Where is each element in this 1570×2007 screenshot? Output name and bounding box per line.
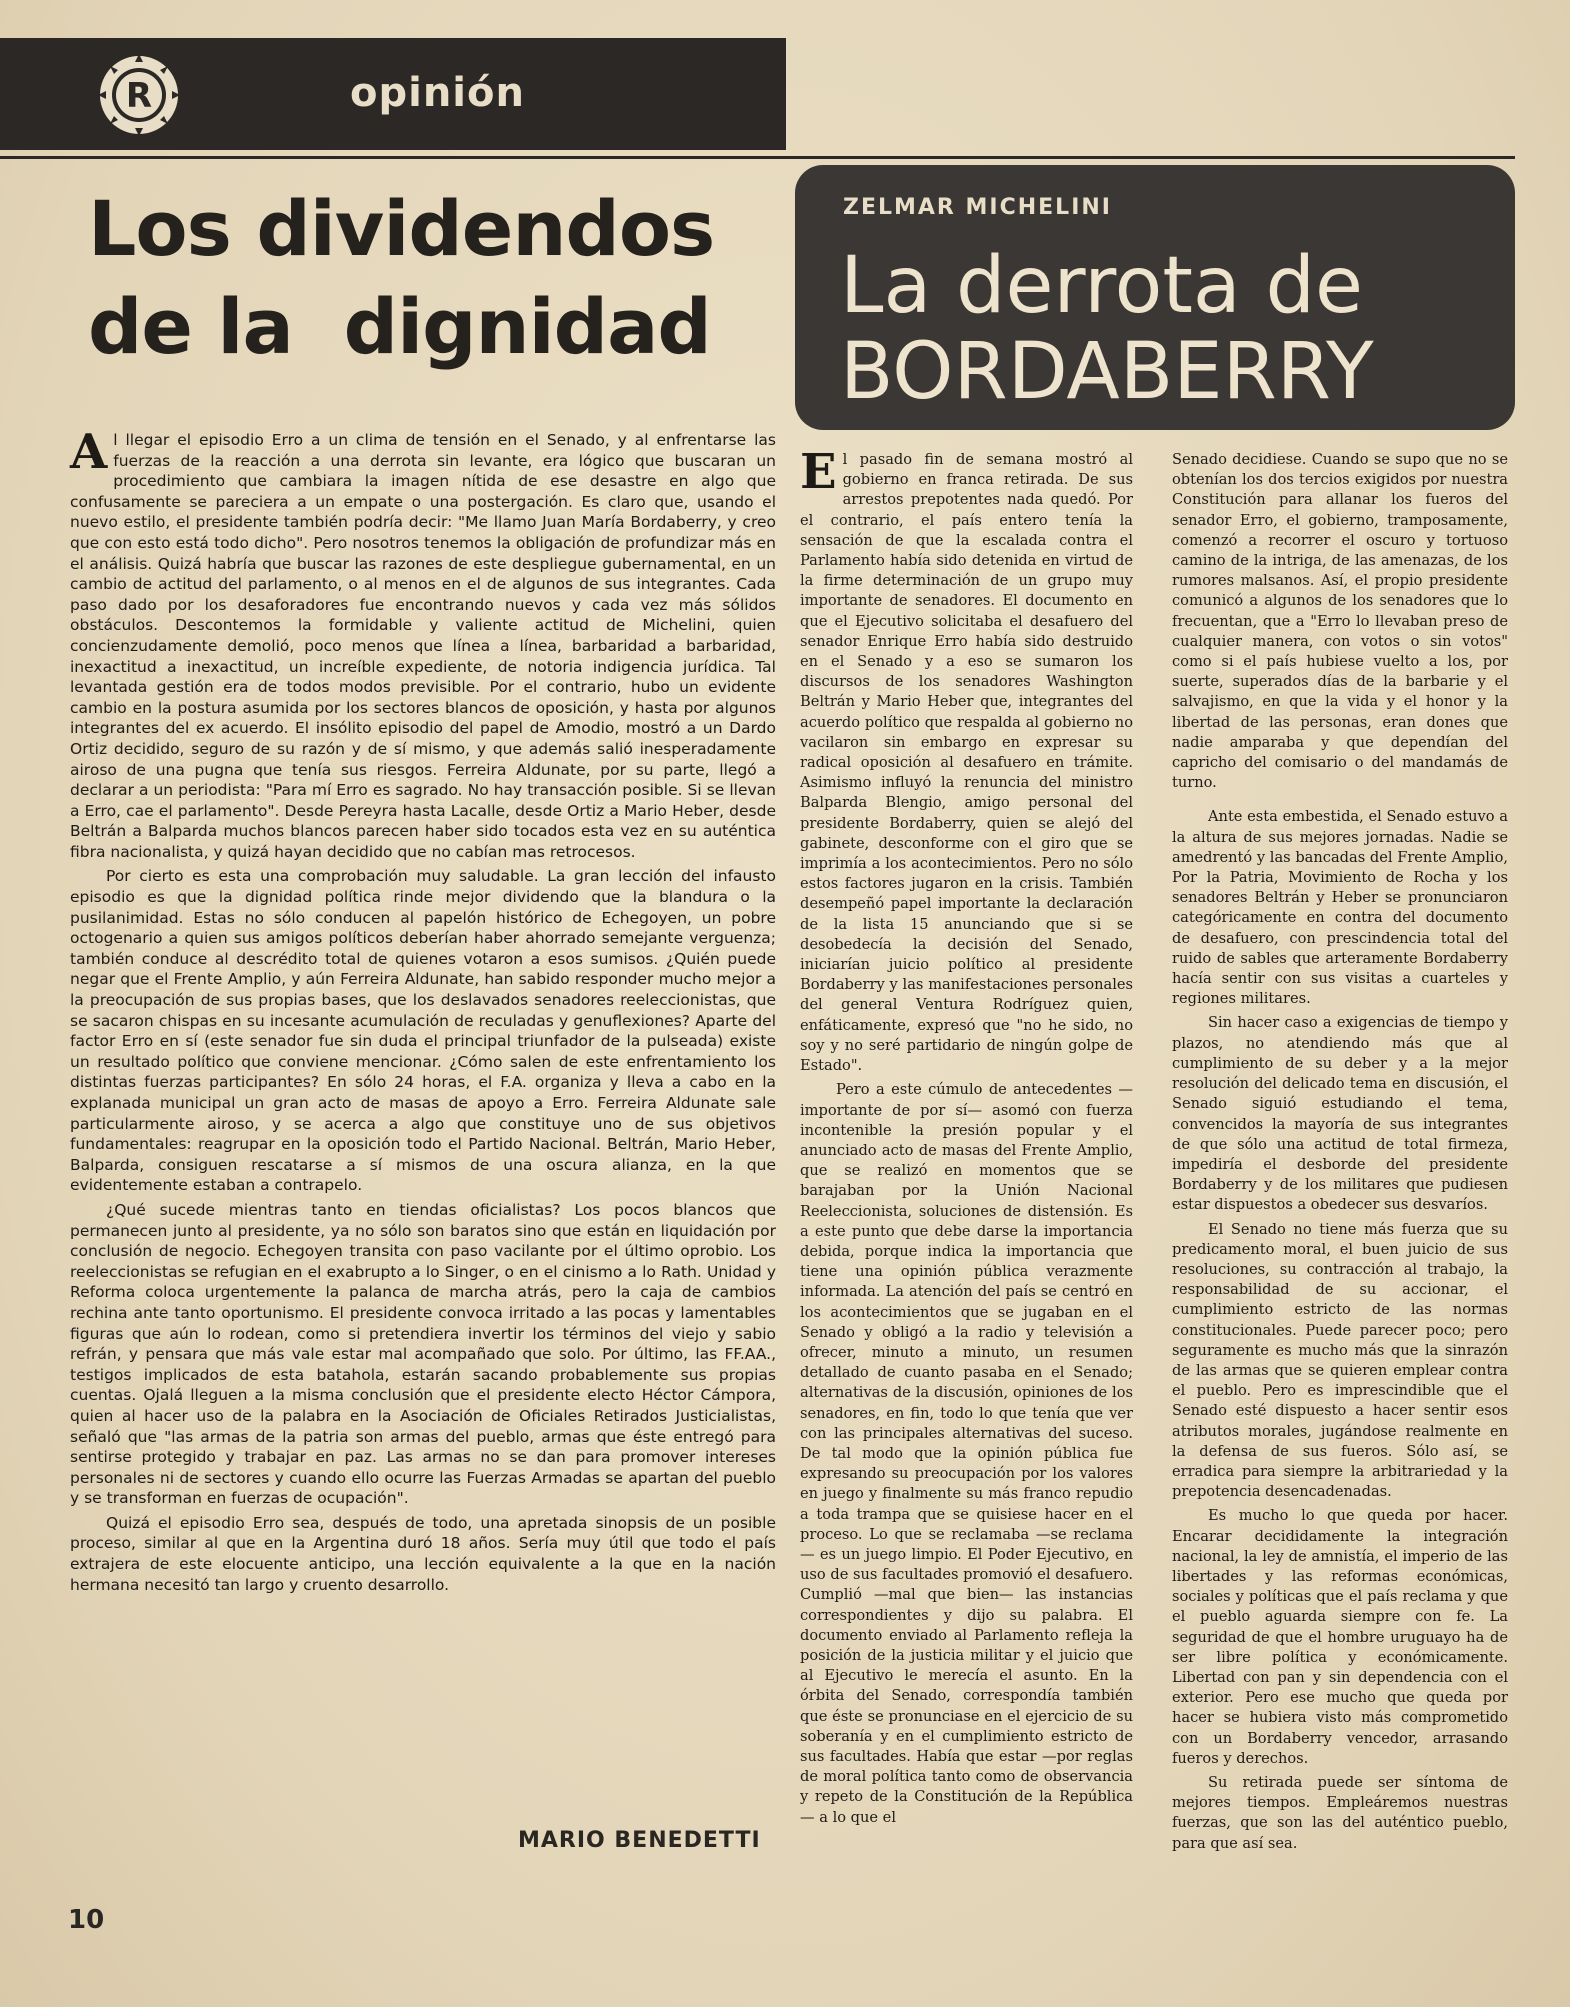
right-dropcap: E bbox=[800, 444, 837, 500]
section-banner bbox=[0, 38, 786, 150]
left-paragraph-1 bbox=[70, 424, 776, 862]
right-paragraph-4: Ante esta embestida, el Senado estuvo a la altura de sus mejores jornadas. Nadie se amedrentó y las bancadas del Frente Amplio, Por la Patria, Movimiento de Rocha y los senadores Beltrán y Heber se pronunciaron categóricamente en contra del documento de desafuero, con prescindencia total del ruido de sables que arteramente Bordaberry hacía sentir con sus visitas a cuarteles y regiones militares. bbox=[1172, 808, 1508, 1008]
right-paragraph-1-text: l pasado fin de semana mostró al gobierno en franca retirada. De sus arrestos prepotentes nada quedó. Por el contrario, el país entero tenía la sensación de que la escalada contra el Parlamento había sido detenida en virtud de la firme determinación de un grupo muy importante de senadores. El documento en que el Ejecutivo solicitaba el desafuero del senador Enrique Erro había sido destruido en el Senado y a eso se sumaron los discursos de los senadores Washington Beltrán y Mario Heber que, integrantes del acuerdo político que respalda al gobierno no vacilaron sin embargo en expresar su radical oposición al desafuero en trámite. Asimismo influyó la renuncia del ministro Balparda Blengio, amigo personal del presidente Bordaberry, quien se alejó del gabinete, desconforme con el giro que se imprimía a los acontecimientos. Pero no sólo estos factores jugaron en la crisis. También desempeñó papel importante la declaración de la lista 15 anunciando que si se desobedecía la decisión del Senado, iniciarían juicio político al presidente Bordaberry y las manifestaciones personales del general Ventura Rodríguez quien, enfáticamente, expresó que "no he sido, no soy y no seré partidario de ningún golpe de Estado". bbox=[800, 451, 1133, 1075]
right-title-line-1: La derrota de bbox=[840, 241, 1363, 331]
page-number: 10 bbox=[68, 1905, 105, 1935]
left-dropcap: A bbox=[70, 424, 108, 480]
left-article-title bbox=[88, 180, 778, 376]
right-article-author: ZELMAR MICHELINI bbox=[843, 195, 1112, 220]
left-title-line-1: Los dividendos bbox=[88, 184, 715, 273]
header-rule bbox=[0, 156, 1515, 159]
left-paragraph-4: Quizá el episodio Erro sea, después de todo, una apretada sinopsis de un posible proceso, similar al que en la Argentina duró 18 años. Sería muy útil que todo el país extrajera de este elocuente anticipo, una lección equivalente a la que en la nación hermana necesitó tan largo y cruento desarrollo. bbox=[70, 1513, 776, 1594]
right-paragraph-8: Su retirada puede ser síntoma de mejores tiempos. Empleáremos nuestras fuerzas, que son las del auténtico pueblo, para que así sea. bbox=[1172, 1774, 1508, 1852]
left-paragraph-2: Por cierto es esta una comprobación muy saludable. La gran lección del infausto episodio es que la dignidad política rinde mejor dividendo que la blandura o la pusilanimidad. Estas no sólo conducen al papelón histórico de Echegoyen, un pobre octogenario a quien sus amigos políticos deberían haber ahorrado semejante verguenza; también conduce al descrédito total de quienes votaron a esos sumisos. ¿Quién puede negar que el Frente Amplio, y aún Ferreira Aldunate, han sabido responder mucho mejor a la preocupación de sus propias bases, que los deslavados senadores reeleccionistas, que se sacaron chispas en su incesante acumulación de reculadas y genuflexiones? Aparte del factor Erro en sí (este senador fue sin duda el principal triunfador de la pulseada) existe un resultado político que conviene mencionar. ¿Cómo salen de este enfrentamiento los distintas fuerzas participantes? En sólo 24 horas, el F.A. organiza y lleva a cabo en la explanada municipal un gran acto de masas de apoyo a Erro. Ferreira Aldunate sale particularmente airoso, y se acerca a algo que constituye uno de sus objetivos fundamentales: reagrupar en la oposición todo el Partido Nacional. Beltrán, Mario Heber, Balparda, consiguen rescatarse a sí mismos de una oscura alianza, en la que evidentemente estaban a contrapelo. bbox=[70, 867, 776, 1195]
right-title-line-2: BORDABERRY bbox=[840, 327, 1374, 417]
right-paragraph-5: Sin hacer caso a exigencias de tiempo y plazos, no atendiendo más que al cumplimiento de su deber y a la mejor resolución del delicado tema en discusión, el Senado siguió estudiando el tema, convencidos la mayoría de sus integrantes de que sólo una actitud de total firmeza, impediría el desborde del presidente Bordaberry y de los militares que pudiesen estar dispuestos a obedecer sus desvaríos. bbox=[1172, 1014, 1508, 1214]
right-paragraph-6: El Senado no tiene más fuerza que su predicamento moral, el buen juicio de sus resoluciones, su contracción al trabajo, la responsabilidad de su accionar, el cumplimiento estricto de las normas constitucionales. Puede parecer poco; pero seguramente es mucho más que la sinrazón de las armas que se quieren emplear contra el pueblo. Pero es imprescindible que el Senado esté dispuesto a hacer sentir esos atributos morales, jugándose realmente en la defensa de sus fueros. Sólo así, se erradica para siempre la arbitrariedad y la prepotencia desencadenadas. bbox=[1172, 1220, 1508, 1501]
right-paragraph-2: Pero a este cúmulo de antecedentes —importante de por sí— asomó con fuerza incontenible la presión popular y el anunciado acto de masas del Frente Amplio, que se realizó en momentos que se barajaban por la Unión Nacional Reeleccionista, soluciones de distensión. Es a este punto que debe darse la importancia debida, porque indica la importancia que tiene una opinión pública verazmente informada. La atención del país se centró en los acontecimientos que se jugaban en el Senado y obligó a la radio y televisión a ofrecer, minuto a minuto, un resumen detallado de cuanto pasaba en el Senado; alternativas de la discusión, opiniones de los senadores, en fin, todo lo que tenía que ver con las principales alternativas del suceso. De tal modo que la opinión pública fue expresando su preocupación por los valores en juego y finalmente su más franco repudio a toda trampa que se quisiese hacer en el proceso. Lo que se reclamaba —se reclama— es un juego limpio. El Poder Ejecutivo, en uso de sus facultades promovió el desafuero. Cumplió —mal que bien— las instancias correspondientes y dijo su palabra. El documento enviado al Parlamento refleja la posición de la justicia militar y el juicio que al Ejecutivo le merecía el asunto. En la órbita del Senado, correspondía también que éste se pronunciase en el ejercicio de su soberanía y en el cumplimiento estricto de sus facultades. Había que estar —por reglas de moral política tanto como de observancia y repeto de la Constitución de la República— a lo que el bbox=[800, 1081, 1133, 1826]
left-article-signature: MARIO BENEDETTI bbox=[518, 1828, 761, 1853]
right-article-title bbox=[840, 243, 1374, 415]
right-paragraph-3: Senado decidiese. Cuando se supo que no se obtenían los dos tercios exigidos por nuestra Constitución para allanar los fueros del senador Erro, el gobierno, tramposamente, comenzó a recorrer el oscuro y tortuoso camino de la intriga, de las amenazas, de los rumores malsanos. Así, el propio presidente comunicó a algunos de los senadores que lo frecuentan, que a "Erro lo llevaban preso de cualquier manera, con votos o sin votos" como si el país hubiese vuelto a los, por suerte, superados días de la barbarie y el salvajismo, en que la vida y el honor y la libertad de las personas, eran dones que nadie amparaba y que dependían del capricho del comisario o del mandamás de turno. bbox=[1172, 451, 1508, 792]
publication-logo bbox=[96, 52, 182, 138]
left-title-line-2: de la dignidad bbox=[88, 282, 711, 371]
right-article-title-box bbox=[795, 165, 1515, 430]
left-paragraph-3: ¿Qué sucede mientras tanto en tiendas oficialistas? Los pocos blancos que permanecen junto al presidente, ya no sólo son baratos sino que están en liquidación por conclusión de negocio. Echegoyen transita con paso vacilante por el último oprobio. Los reeleccionistas se refugian en el exabrupto a lo Singer, o en el cinismo a lo Rath. Unidad y Reforma coloca urgentemente la palanca de marcha atrás, pero la caja de cambios rechina ante tanto oportunismo. El presidente convoca irritado a las pocas y lamentables figuras que aún lo rodean, como si pretendiera invertir los términos del viejo y sabio refrán, y pensara que más vale estar mal acompañado que solo. Por último, las FF.AA., testigos implicados de esta batahola, estarán sacando probablemente sus propias cuentas. Ojalá lleguen a la misma conclusión que el presidente electo Héctor Cámpora, quien al hacer uso de la palabra en la Asociación de Oficiales Retirados Justicialistas, señaló que "las armas de la patria son armas del pueblo, armas que éste entregó para sentirse protegido y trabajar en paz. Las armas no se dan para promover intereses personales ni de sectores y cuando ello ocurre las Fuerzas Armadas se apartan del pueblo y se transforman en fuerzas de ocupación". bbox=[70, 1200, 776, 1508]
left-article-body bbox=[70, 424, 776, 1599]
right-paragraph-1 bbox=[800, 444, 1133, 1076]
left-paragraph-1-text: l llegar el episodio Erro a un clima de tensión en el Senado, y al enfrentarse las fuerzas de la reacción a una derrota sin levante, era lógico que buscaran un procedimiento que cambiara la imagen nítida de ese desastre en algo que confusamente se pareciera a un empate o una postergación. Es claro que, usando el nuevo estilo, el presidente también podría decir: "Me llamo Juan María Bordaberry, y creo que con esto está todo dicho". Pero nosotros tenemos la obligación de profundizar más en el análisis. Quizá habría que buscar las razones de este despliegue gubernamental, en un cambio de actitud del parlamento, o al menos en el de algunos de sus integrantes. Cada paso dado por los desaforadores fue encontrando nuevos y cada vez más sólidos obstáculos. Descontemos la formidable y valiente actitud de Michelini, quien concienzudamente demolió, poco menos que línea a línea, barbaridad a barbaridad, inexactitud a inexactitud, un increíble expediente, de notoria indigencia jurídica. Tal levantada gestión era de todos modos previsible. Por el contrario, hubo un evidente cambio en la postura asumida por los sectores blancos de oposición, y hasta por algunos integrantes del ex acuerdo. El insólito episodio del papel de Amodio, mostró a un Dardo Ortiz decidido, seguro de su razón y de sí mismo, y que además salió inesperadamente airoso de una pugna que tenía sus riesgos. Ferreira Aldunate, por su parte, llegó a declarar a un periodista: "Para mí Erro es sagrado. No hay transacción posible. Si se llevan a Erro, cae el parlamento". Desde Pereyra hasta Lacalle, desde Ortiz a Mario Heber, desde Beltrán a Balparda muchos blancos parecen haber sido tocados esta vez en su auténtica fibra nacionalista, y quizá hayan decidido que no cabían mas retrocesos. bbox=[70, 431, 776, 861]
right-article-column-2 bbox=[1172, 450, 1508, 1858]
right-paragraph-7: Es mucho lo que queda por hacer. Encarar decididamente la integración nacional, la ley de amnistía, el imperio de las libertades y las reformas económicas, sociales y políticas que el país reclama y que el pueblo aguarda siempre con fe. La seguridad de que el hombre uruguayo ha de ser libre política y económicamente. Libertad con pan y sin dependencia con el exterior. Pero ese mucho que queda por hacer se hubiera visto más comprometido con un Bordaberry vencedor, arrasando fueros y derechos. bbox=[1172, 1507, 1508, 1767]
logo-letter: R bbox=[125, 76, 153, 116]
right-article-column-1 bbox=[800, 444, 1133, 1832]
section-label: opinión bbox=[350, 70, 525, 116]
